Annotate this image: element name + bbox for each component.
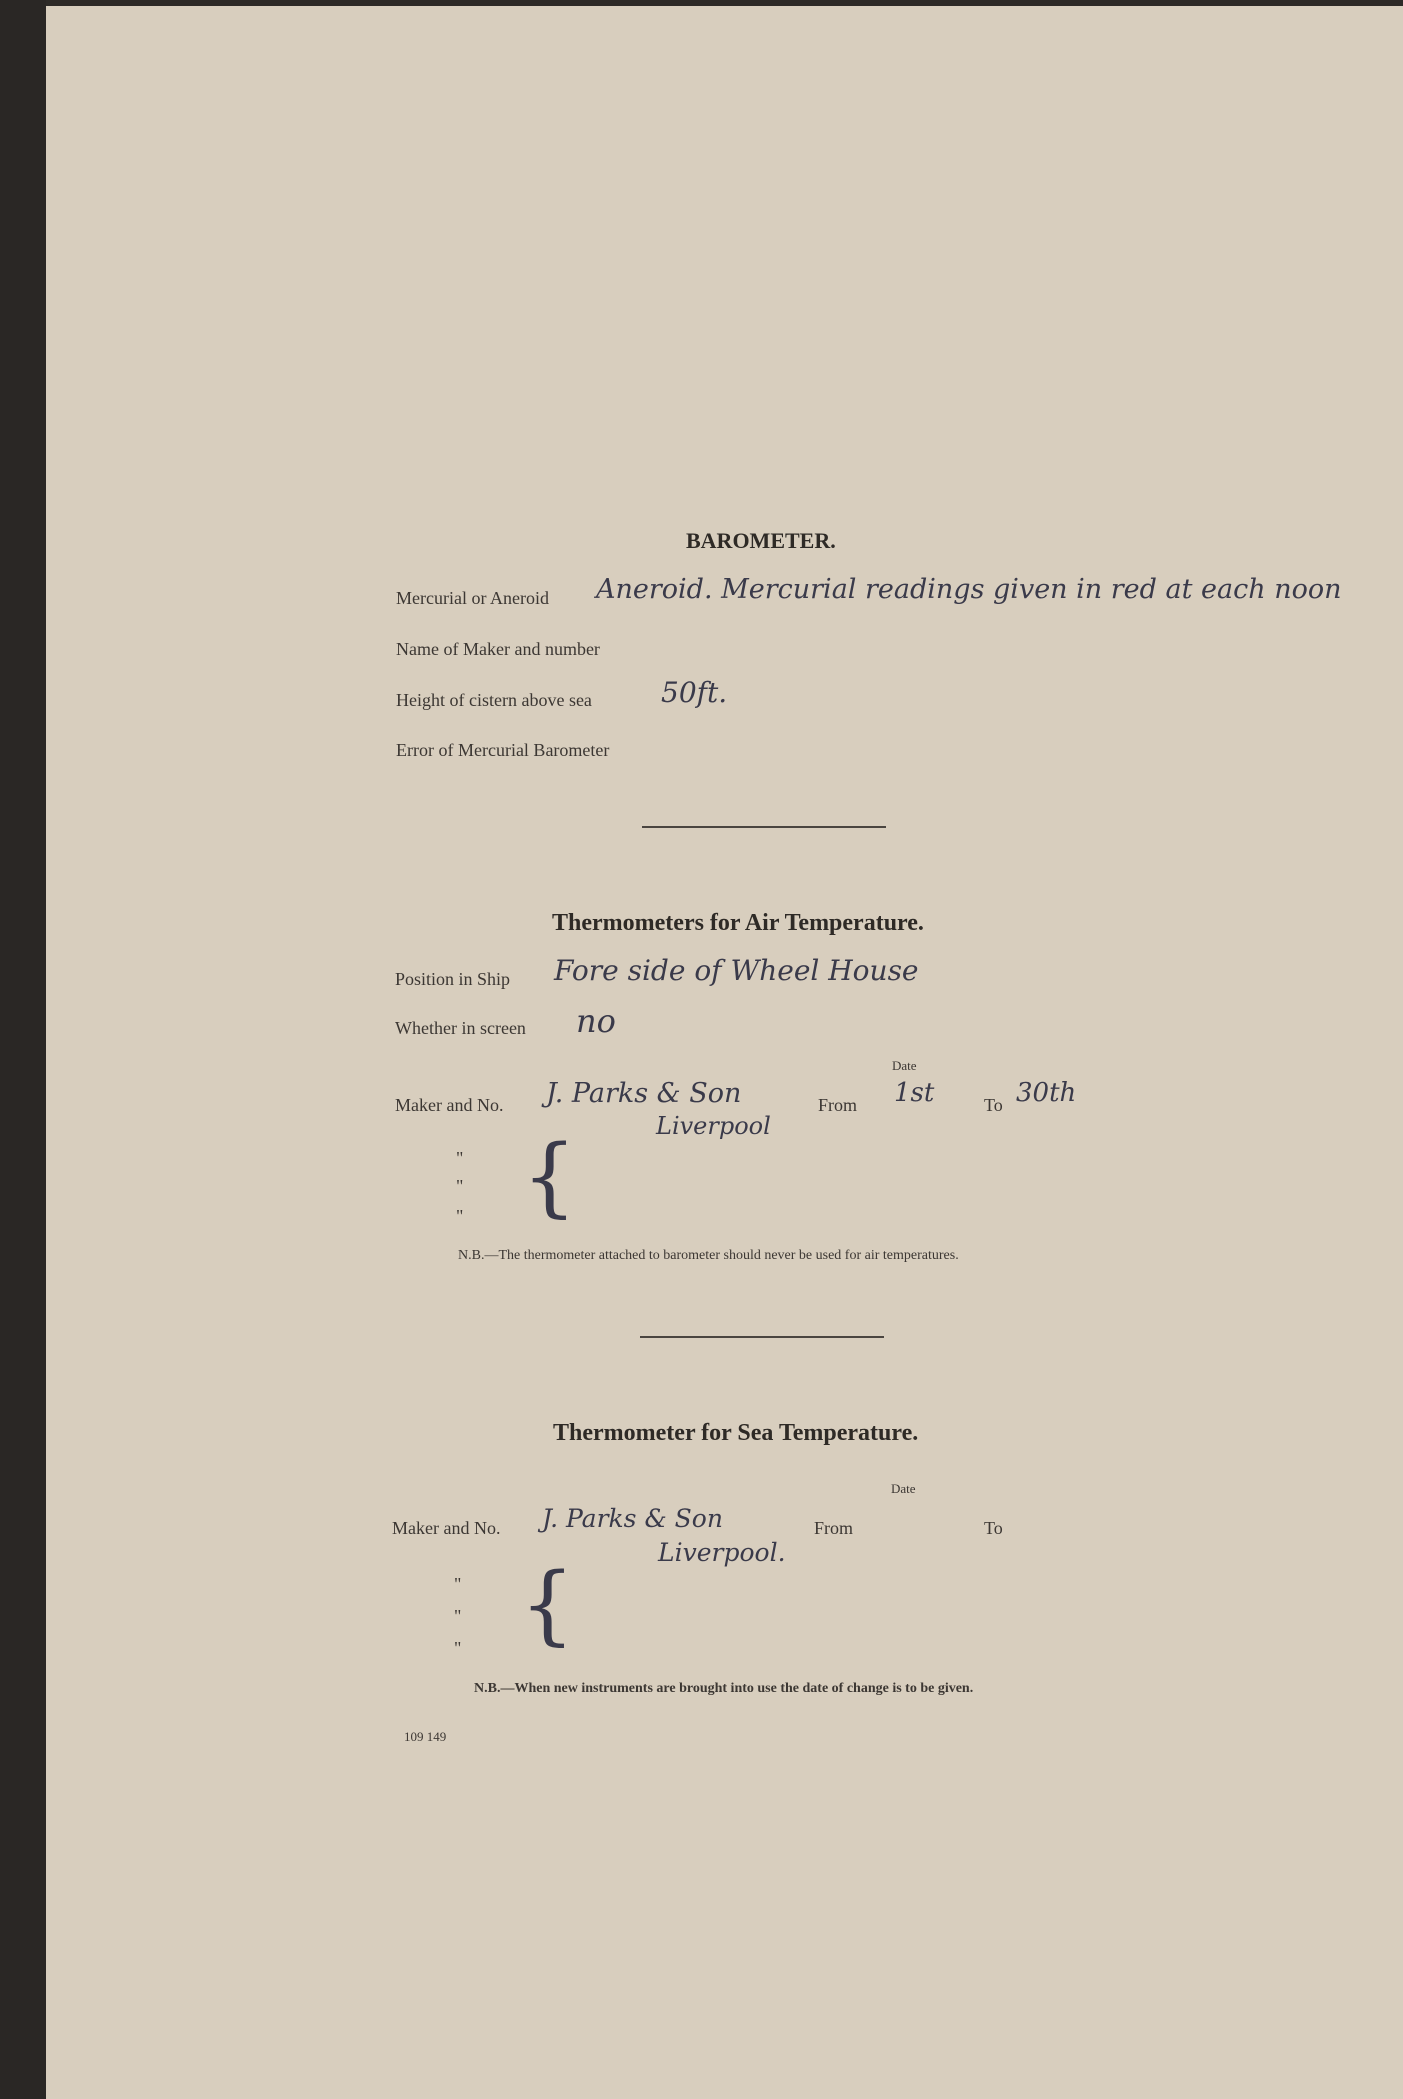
air-screen-value: no <box>576 1002 616 1040</box>
air-ditto-mark-2: " <box>456 1176 464 1196</box>
air-date-header: Date <box>892 1058 917 1073</box>
sea-from-label: From <box>814 1518 854 1538</box>
sea-maker-label: Maker and No. <box>392 1518 501 1538</box>
air-from-label: From <box>818 1095 858 1115</box>
air-ditto-mark-3: " <box>456 1206 464 1226</box>
air-to-label: To <box>984 1095 1003 1115</box>
section-divider <box>642 826 886 828</box>
sea-to-label: To <box>984 1518 1003 1538</box>
form-page <box>46 6 1403 2099</box>
air-to-value: 30th <box>1016 1078 1077 1108</box>
sea-note: N.B.—When new instruments are brought into use the date of change is to be given. <box>474 1681 974 1696</box>
barometer-type-value: Aneroid. Mercurial readings given in red at each noon <box>596 574 1342 605</box>
air-from-value: 1st <box>894 1078 935 1108</box>
air-maker-value-line2: Liverpool <box>656 1112 771 1140</box>
air-screen-label: Whether in screen <box>395 1018 526 1038</box>
barometer-error-label: Error of Mercurial Barometer <box>396 740 610 760</box>
air-position-value: Fore side of Wheel House <box>554 954 919 987</box>
sea-maker-value-line1: J. Parks & Son <box>542 1504 723 1533</box>
air-position-label: Position in Ship <box>395 969 511 989</box>
sea-ditto-mark-3: " <box>454 1638 462 1658</box>
barometer-height-label: Height of cistern above sea <box>396 690 592 710</box>
book-binding <box>0 0 46 2099</box>
barometer-title: BAROMETER. <box>686 528 836 553</box>
air-section-title: Thermometers for Air Temperature. <box>552 910 924 936</box>
sea-ditto-mark-1: " <box>454 1574 462 1594</box>
air-brace: { <box>522 1127 577 1227</box>
form-code: 109 149 <box>404 1729 447 1744</box>
sea-section-title: Thermometer for Sea Temperature. <box>553 1420 919 1446</box>
air-ditto-mark-1: " <box>456 1148 464 1168</box>
barometer-type-label: Mercurial or Aneroid <box>396 588 549 608</box>
sea-date-header: Date <box>891 1481 916 1496</box>
section-divider <box>640 1336 884 1338</box>
sea-brace: { <box>520 1555 575 1655</box>
barometer-maker-label: Name of Maker and number <box>396 639 600 659</box>
air-maker-value-line1: J. Parks & Son <box>546 1078 742 1109</box>
air-maker-label: Maker and No. <box>395 1095 504 1115</box>
sea-ditto-mark-2: " <box>454 1606 462 1626</box>
air-note: N.B.—The thermometer attached to barometer should never be used for air temperatures. <box>458 1248 959 1263</box>
barometer-height-value: 50ft. <box>661 676 728 709</box>
sea-maker-value-line2: Liverpool. <box>658 1538 786 1567</box>
